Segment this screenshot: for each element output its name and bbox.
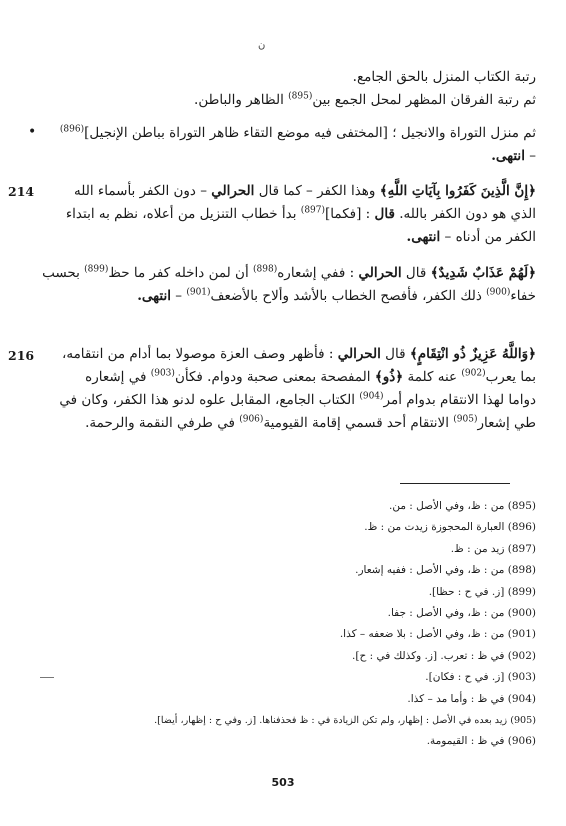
footnote-ref-897: (897) [300,205,326,216]
intro-line-2 [36,89,536,112]
author-name: الحرالي [211,183,255,199]
verse-number-216: 216 [8,348,35,363]
paragraph-216-text [54,343,536,435]
footnote-ref-899: (899) [84,264,109,275]
footnote: (903) [ز. في ح : فكان]. [425,671,536,684]
paragraph-214-text [54,180,536,249]
bullet-paragraph [56,122,536,168]
footnote-ref-896: (896) [59,124,85,135]
quran-word: ﴿ذُو﴾ [374,369,404,385]
text: : فأظهر وصف العزة موصولا بما أدام من انتقامه، بما يعرب [61,346,536,385]
bullet-symbol: • [28,124,37,140]
text: قال [401,265,431,281]
verse-number-214: 214 [8,184,35,199]
quran-verse: ﴿إِنَّ الَّذِينَ كَفَرُوا بِآيَاتِ اللَّهِ﴾ [379,183,536,199]
footnote-ref-904: (904) [359,391,384,402]
text: ذلك الكفر، فأفصح الخطاب بالأشد وألاح بالأضعف [210,288,487,304]
footnote-ref-902: (902) [461,368,486,379]
footnote-ref-901: (901) [186,287,211,298]
text: – [170,288,187,304]
text: قال [380,346,410,362]
footnote: (899) [ز. في ح : حظا]. [428,585,536,598]
author-name: الحرالي [337,346,381,362]
text: في طرفي النقمة والرحمة. [85,415,240,431]
text: بحسب خفاء [42,265,536,304]
footnote: (895) من : ظ، وفي الأصل : من. [389,500,536,512]
paragraph-adhab-text [26,262,536,308]
footnote: (905) زيد بعده في الأصل : إظهار، ولم تكن الزيادة في : ظ فحذفناها. [ز. وفي ح : إظهار، أيضا]. [154,715,536,727]
footnote: (898) من : ظ، وفي الأصل : ففيه إشعار. [355,564,536,577]
footnote: (902) في ظ : تعرب. [ز. وكذلك في : ح]. [352,649,536,662]
footnote-separator [400,483,510,484]
footnote-ref-906: (906) [239,414,264,425]
end-word: انتهى. [137,288,171,304]
author-name: الحرالي [358,265,402,281]
bullet-end: انتهى. [491,148,525,164]
footnotes [36,496,536,753]
quran-verse: ﴿لَهُمْ عَذَابٌ شَدِيدٌ﴾ [430,265,536,281]
paragraph-adhab [26,262,536,308]
intro-line-1: رتبة الكتاب المنزل بالحق الجامع. [352,69,536,85]
text: – دون الكفر بأسماء الله الذي هو دون الكفر بالله. [74,183,536,222]
footnote: (901) من : ظ، وفي الأصل : بلا ضعفه – كذا. [339,628,536,641]
qal-word: قال [374,206,395,222]
text: الكتاب الجامع، المقابل علوه لدنو هذا الكفر، وكان في طي إشعار [59,392,536,431]
footnote-ref-900: (900) [486,287,511,298]
end-word: انتهى. [406,229,441,245]
intro-line-2-text: ثم رتبة الفرقان المظهر لمحل الجمع بين [312,92,536,108]
footnote: (896) العبارة المحجوزة زيدت من : ظ. [364,521,536,534]
footnote-ref-895: (895) [288,91,313,102]
text: أن لمن داخله كفر ما حظ [108,265,254,281]
footnote-ref-903: (903) [150,368,175,379]
text: : [فكما] [325,206,375,222]
text: وهذا الكفر – كما قال [254,183,380,199]
text: في إشعاره دواما لهذا الانتقام بدوام أمر [85,369,536,408]
bullet-text: ثم منزل التوراة والانجيل ؛ [المختفى فيه موضع التقاء ظاهر التوراة بباطن الإنجيل] [84,125,536,141]
intro-line-2-end: الظاهر والباطن. [194,92,284,108]
page-number: 503 [271,776,295,789]
bullet-paragraph-text [56,122,536,168]
intro-block [36,66,536,112]
footnote: (904) في ظ : وأما مد – كذا. [407,692,536,705]
bullet-dash: – [524,148,536,164]
footnote: (897) زيد من : ظ. [450,542,536,555]
text: الانتقام أحد قسمي إقامة القيومية [263,415,454,431]
quran-verse: ﴿وَاللَّهُ عَزِيزٌ ذُو انْتِقَامٍ﴾ [409,346,536,362]
footnote: (906) في ظ : القيمومة. [426,735,536,748]
paragraph-216 [54,343,536,435]
top-mark: ن [258,40,266,51]
text: : ففي إشعاره [277,265,359,281]
paragraph-214 [54,180,536,249]
footnote: (900) من : ظ، وفي الأصل : جفا. [387,607,536,620]
footnote-ref-898: (898) [253,264,278,275]
text: عنه كلمة [403,369,462,385]
footnote-ref-905: (905) [453,414,478,425]
text: بدأ خطاب التنزيل من أعلاه، نظم به ابتداء الكفر من أدناه – [65,206,536,245]
text: المفصحة بمعنى صحبة ودوام. فكأن [174,369,375,385]
